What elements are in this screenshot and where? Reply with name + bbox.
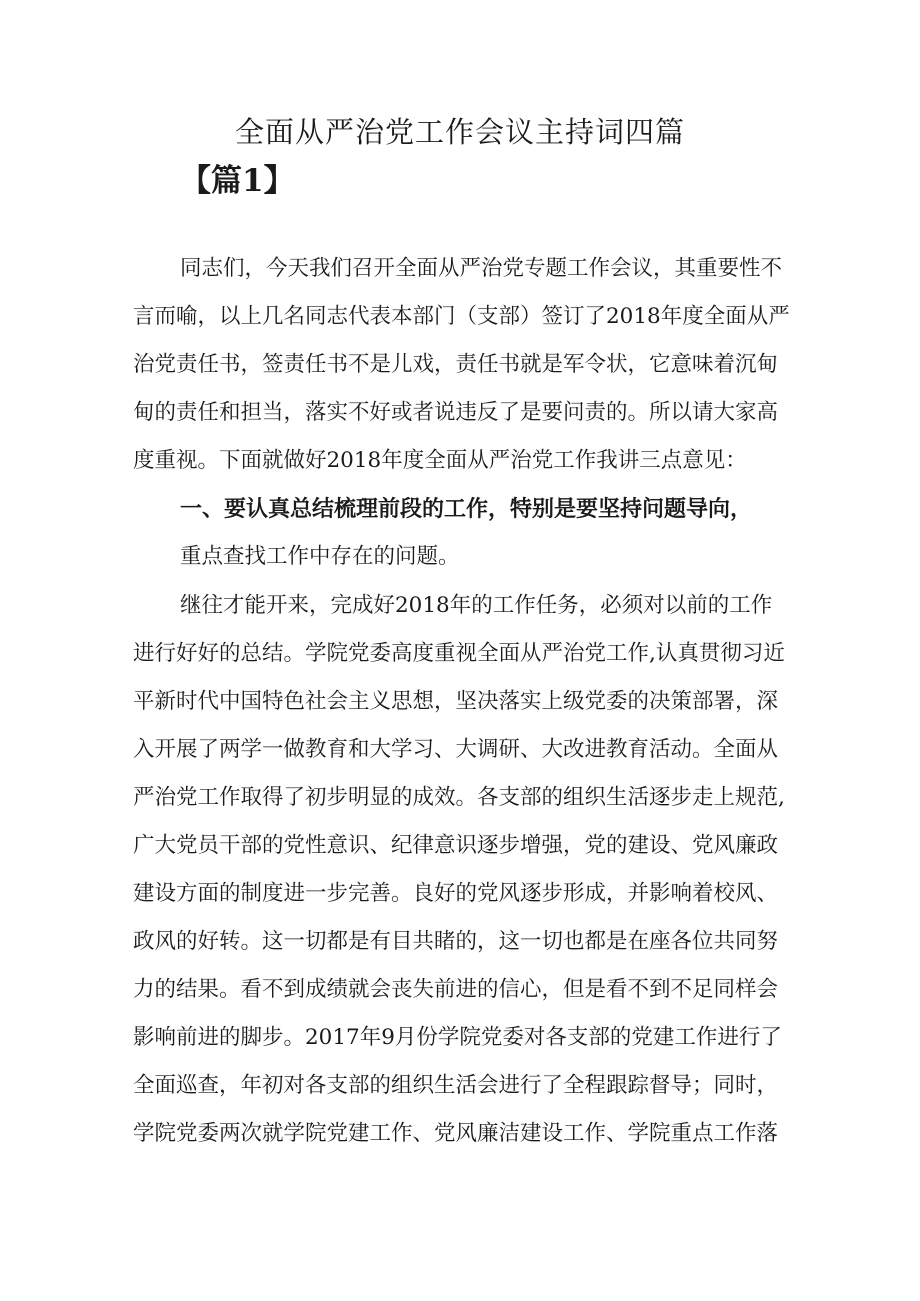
paragraph-line: 全面巡查，年初对各支部的组织生活会进行了全程跟踪督导；同时， bbox=[133, 1073, 779, 1098]
point-heading-line: 一、要认真总结梳理前段的工作，特别是要坚持问题导向， bbox=[180, 496, 753, 522]
paragraph-line: 言而喻，以上几名同志代表本部门（支部）签订了2018年度全面从严 bbox=[133, 304, 790, 329]
paragraph-line: 学院党委两次就学院党建工作、党风廉洁建设工作、学院重点工作落 bbox=[133, 1121, 779, 1146]
document-title: 全面从严治党工作会议主持词四篇 bbox=[234, 115, 685, 149]
paragraph-line: 入开展了两学一做教育和大学习、大调研、大改进教育活动。全面从 bbox=[133, 737, 779, 762]
paragraph-line: 政风的好转。这一切都是有目共睹的，这一切也都是在座各位共同努 bbox=[133, 929, 779, 954]
paragraph-line: 平新时代中国特色社会主义思想，坚决落实上级党委的决策部署，深 bbox=[133, 689, 779, 714]
paragraph-line: 治党责任书，签责任书不是儿戏，责任书就是军令状，它意味着沉甸 bbox=[133, 352, 779, 377]
paragraph-line: 甸的责任和担当，落实不好或者说违反了是要问责的。所以请大家高 bbox=[133, 400, 779, 425]
point-heading-line: 重点查找工作中存在的问题。 bbox=[180, 544, 460, 569]
paragraph-line: 度重视。下面就做好2018年度全面从严治党工作我讲三点意见： bbox=[133, 448, 747, 473]
paragraph-line: 建设方面的制度进一步完善。良好的党风逐步形成，并影响着校风、 bbox=[133, 881, 779, 906]
paragraph-line: 影响前进的脚步。2017年9月份学院党委对各支部的党建工作进行了 bbox=[133, 1025, 782, 1050]
paragraph-line: 广大党员干部的党性意识、纪律意识逐步增强，党的建设、党风廉政 bbox=[133, 833, 779, 858]
paragraph-line: 力的结果。看不到成绩就会丧失前进的信心，但是看不到不足同样会 bbox=[133, 977, 779, 1002]
paragraph-line: 进行好好的总结。学院党委高度重视全面从严治党工作,认真贯彻习近 bbox=[133, 641, 785, 666]
paragraph-line: 同志们，今天我们召开全面从严治党专题工作会议，其重要性不 bbox=[180, 256, 783, 281]
paragraph-line: 严治党工作取得了初步明显的成效。各支部的组织生活逐步走上规范, bbox=[133, 785, 785, 810]
section-heading: 【篇1】 bbox=[180, 163, 295, 199]
paragraph-line: 继往才能开来，完成好2018年的工作任务，必须对以前的工作 bbox=[180, 593, 773, 618]
